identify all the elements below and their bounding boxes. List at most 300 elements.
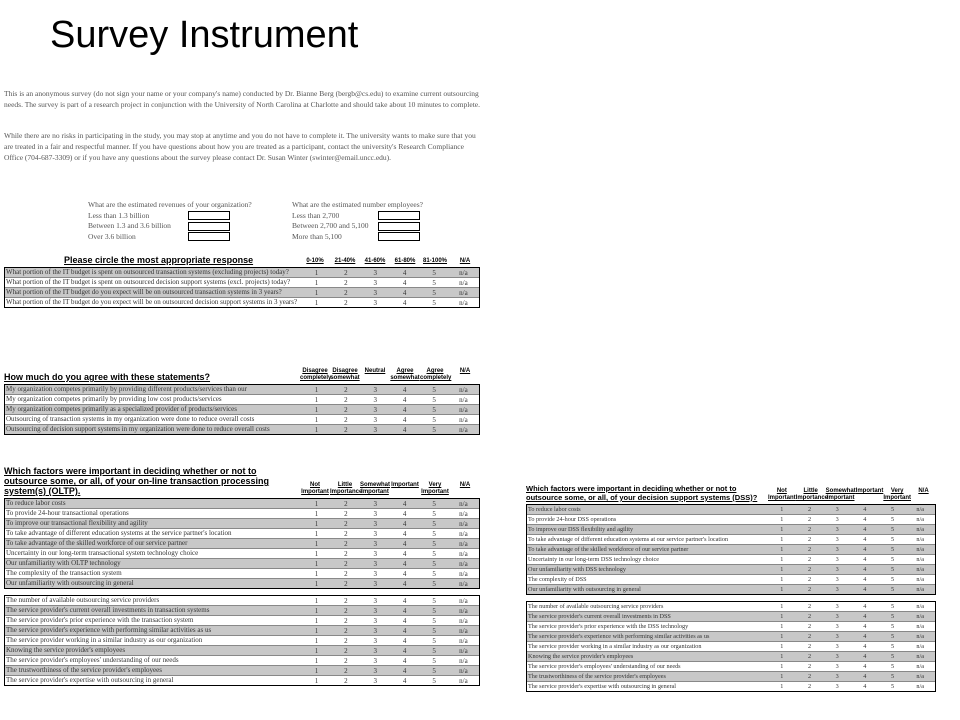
rating-option[interactable]: 1 <box>780 673 784 680</box>
rating-option[interactable]: n/a <box>459 666 468 675</box>
rating-option[interactable]: 2 <box>344 666 348 675</box>
rating-option[interactable]: 5 <box>432 596 436 605</box>
rating-option[interactable]: 5 <box>432 268 436 277</box>
rating-option[interactable]: 5 <box>432 549 436 558</box>
rating-option[interactable]: n/a <box>459 415 468 424</box>
rating-option[interactable]: n/a <box>459 559 468 568</box>
question-text: To take advantage of different education systems at the service partner's location <box>6 529 232 537</box>
rating-option[interactable]: 2 <box>807 566 812 573</box>
rating-option[interactable]: 1 <box>314 626 319 635</box>
rating-option[interactable]: 3 <box>835 536 839 543</box>
rating-option[interactable]: 1 <box>780 623 784 630</box>
rating-option[interactable]: 3 <box>835 673 839 680</box>
rating-option[interactable]: n/a <box>459 549 468 558</box>
rating-option[interactable]: 1 <box>780 536 784 543</box>
rating-option[interactable]: n/a <box>459 509 468 518</box>
rating-option[interactable]: 4 <box>863 576 867 583</box>
rating-option[interactable]: 5 <box>890 586 895 593</box>
rating-option[interactable]: 1 <box>314 395 319 404</box>
rating-option[interactable]: 3 <box>835 586 839 593</box>
rating-option[interactable]: 4 <box>402 676 407 685</box>
rating-option[interactable]: 1 <box>314 519 319 528</box>
rating-option[interactable]: n/a <box>916 673 924 680</box>
question-text: Uncertainty in our long-term transactional system technology choice <box>6 549 199 557</box>
rating-option[interactable]: 4 <box>402 385 407 394</box>
rating-option[interactable]: 5 <box>432 676 436 685</box>
rating-option[interactable]: 4 <box>402 559 407 568</box>
rating-option[interactable]: 5 <box>432 626 436 635</box>
rating-option[interactable]: 4 <box>402 395 407 404</box>
question-text: What portion of the IT budget do you expect will be on outsourced transaction systems in 3 years? <box>6 288 282 296</box>
rating-option[interactable]: n/a <box>459 656 468 665</box>
rating-option[interactable]: 2 <box>807 603 812 610</box>
rating-option[interactable]: n/a <box>459 519 468 528</box>
rating-option[interactable]: 2 <box>344 385 348 394</box>
rating-option[interactable]: 5 <box>890 526 895 533</box>
rating-option[interactable]: 1 <box>780 566 784 573</box>
rating-option[interactable]: 2 <box>344 405 348 414</box>
table-row <box>527 584 935 594</box>
rating-option[interactable]: 3 <box>373 415 378 424</box>
rating-option[interactable]: 1 <box>780 556 784 563</box>
rating-option[interactable]: 5 <box>890 613 895 620</box>
rating-option[interactable]: 1 <box>780 603 784 610</box>
rating-option[interactable]: n/a <box>459 616 468 625</box>
rating-option[interactable]: n/a <box>459 425 468 434</box>
rating-option[interactable]: 3 <box>835 643 839 650</box>
rating-option[interactable]: 5 <box>432 385 436 394</box>
rating-option[interactable]: 1 <box>780 633 784 640</box>
rating-option[interactable]: 5 <box>890 653 895 660</box>
rating-option[interactable]: 5 <box>432 425 436 434</box>
rating-option[interactable]: 4 <box>402 569 407 578</box>
rating-option[interactable]: 5 <box>432 539 436 548</box>
revenue-checkbox[interactable] <box>188 211 230 220</box>
rating-option[interactable]: 1 <box>314 646 319 655</box>
rating-option[interactable]: n/a <box>916 623 924 630</box>
rating-option[interactable]: 2 <box>807 546 812 553</box>
rating-option[interactable]: n/a <box>916 506 924 513</box>
rating-options <box>768 516 934 523</box>
rating-option[interactable]: 1 <box>314 509 319 518</box>
rating-option[interactable]: 5 <box>432 606 436 615</box>
rating-option[interactable]: 3 <box>835 576 839 583</box>
rating-option[interactable]: 1 <box>314 666 319 675</box>
rating-option[interactable]: 4 <box>863 673 867 680</box>
rating-option[interactable]: n/a <box>459 405 468 414</box>
rating-option[interactable]: 4 <box>863 516 867 523</box>
rating-option[interactable]: 4 <box>402 298 407 307</box>
column-header: Not Important <box>768 488 796 501</box>
rating-option[interactable]: 3 <box>373 509 378 518</box>
rating-option[interactable]: n/a <box>459 636 468 645</box>
rating-option[interactable]: n/a <box>916 663 924 670</box>
rating-option[interactable]: n/a <box>916 586 924 593</box>
rating-option[interactable]: 5 <box>432 616 436 625</box>
rating-option[interactable]: 2 <box>344 579 348 588</box>
rating-option[interactable]: n/a <box>459 395 468 404</box>
revenue-option[interactable] <box>88 221 252 232</box>
rating-option[interactable]: 2 <box>807 623 812 630</box>
rating-option[interactable]: n/a <box>459 298 468 307</box>
rating-option[interactable]: 3 <box>373 278 378 287</box>
rating-option[interactable]: 4 <box>402 656 407 665</box>
rating-option[interactable]: n/a <box>916 613 924 620</box>
rating-option[interactable]: 3 <box>373 656 378 665</box>
rating-option[interactable]: 4 <box>402 288 407 297</box>
rating-option[interactable]: 4 <box>402 529 407 538</box>
rating-option[interactable]: 1 <box>780 546 784 553</box>
question-text: The service provider's current overall investments in DSS <box>528 613 671 620</box>
rating-option[interactable]: 4 <box>402 539 407 548</box>
rating-option[interactable]: 3 <box>835 663 839 670</box>
rating-option[interactable]: 5 <box>432 636 436 645</box>
rating-option[interactable]: 4 <box>863 643 867 650</box>
rating-option[interactable]: 3 <box>373 385 378 394</box>
rating-option[interactable]: 4 <box>863 633 867 640</box>
rating-option[interactable]: 1 <box>314 268 319 277</box>
rating-option[interactable]: 3 <box>373 579 378 588</box>
rating-option[interactable]: 4 <box>863 506 867 513</box>
rating-option[interactable]: 5 <box>890 516 895 523</box>
rating-option[interactable]: 5 <box>890 556 895 563</box>
rating-option[interactable]: 3 <box>835 556 839 563</box>
rating-option[interactable]: n/a <box>916 536 924 543</box>
rating-option[interactable]: 5 <box>432 656 436 665</box>
rating-option[interactable]: n/a <box>459 596 468 605</box>
rating-option[interactable]: 1 <box>314 569 319 578</box>
rating-option[interactable]: 3 <box>373 529 378 538</box>
rating-option[interactable]: 3 <box>835 623 839 630</box>
rating-option[interactable]: n/a <box>459 569 468 578</box>
employees-option[interactable] <box>292 232 423 243</box>
rating-option[interactable]: 2 <box>344 529 348 538</box>
rating-option[interactable]: 2 <box>807 683 812 690</box>
rating-option[interactable]: 5 <box>890 683 895 690</box>
rating-option[interactable]: n/a <box>916 633 924 640</box>
rating-option[interactable]: 4 <box>863 623 867 630</box>
rating-option[interactable]: 1 <box>780 526 784 533</box>
rating-option[interactable]: 2 <box>807 586 812 593</box>
rating-option[interactable]: 1 <box>780 506 784 513</box>
rating-option[interactable]: 5 <box>890 673 895 680</box>
rating-option[interactable]: 2 <box>807 576 812 583</box>
rating-option[interactable]: 3 <box>373 636 378 645</box>
rating-option[interactable]: n/a <box>459 626 468 635</box>
rating-option[interactable]: n/a <box>916 516 924 523</box>
rating-option[interactable]: 3 <box>835 506 839 513</box>
rating-option[interactable]: 1 <box>314 676 319 685</box>
rating-option[interactable]: 1 <box>780 576 784 583</box>
rating-option[interactable]: 4 <box>863 663 867 670</box>
rating-option[interactable]: 1 <box>314 559 319 568</box>
rating-option[interactable]: 2 <box>344 559 348 568</box>
rating-option[interactable]: 5 <box>890 546 895 553</box>
rating-option[interactable]: 5 <box>432 499 436 508</box>
rating-option[interactable]: 3 <box>835 603 839 610</box>
rating-option[interactable]: 4 <box>402 278 407 287</box>
rating-option[interactable]: 3 <box>373 559 378 568</box>
rating-option[interactable]: 5 <box>890 506 895 513</box>
rating-option[interactable]: 2 <box>807 536 812 543</box>
rating-option[interactable]: 2 <box>344 626 348 635</box>
rating-option[interactable]: 4 <box>863 683 867 690</box>
rating-option[interactable]: 3 <box>373 425 378 434</box>
employees-checkbox[interactable] <box>378 222 420 231</box>
rating-option[interactable]: 3 <box>835 516 839 523</box>
rating-option[interactable]: 5 <box>432 519 436 528</box>
rating-option[interactable]: 2 <box>344 425 348 434</box>
rating-option[interactable]: 3 <box>835 546 839 553</box>
rating-option[interactable]: 3 <box>835 633 839 640</box>
rating-option[interactable]: 4 <box>402 666 407 675</box>
rating-option[interactable]: 4 <box>402 596 407 605</box>
rating-option[interactable]: 2 <box>807 643 812 650</box>
rating-option[interactable]: 1 <box>314 298 319 307</box>
rating-option[interactable]: 2 <box>344 616 348 625</box>
rating-option[interactable]: 3 <box>835 653 839 660</box>
rating-option[interactable]: 5 <box>890 663 895 670</box>
rating-option[interactable]: 3 <box>373 519 378 528</box>
rating-option[interactable]: 1 <box>314 425 319 434</box>
rating-option[interactable]: 1 <box>780 683 784 690</box>
rating-option[interactable]: 4 <box>402 646 407 655</box>
rating-option[interactable]: 5 <box>432 666 436 675</box>
table-row <box>5 558 479 568</box>
rating-option[interactable]: n/a <box>459 288 468 297</box>
rating-option[interactable]: 3 <box>835 566 839 573</box>
rating-option[interactable]: 1 <box>314 539 319 548</box>
rating-option[interactable]: 1 <box>780 613 784 620</box>
rating-option[interactable]: 2 <box>344 298 348 307</box>
rating-option[interactable]: 3 <box>373 569 378 578</box>
rating-options <box>302 617 478 625</box>
rating-option[interactable]: 2 <box>344 596 348 605</box>
rating-option[interactable]: 3 <box>373 395 378 404</box>
rating-options <box>302 657 478 665</box>
rating-option[interactable]: n/a <box>459 529 468 538</box>
rating-option[interactable]: n/a <box>459 268 468 277</box>
employees-checkbox[interactable] <box>378 232 420 241</box>
rating-option[interactable]: 1 <box>314 549 319 558</box>
rating-option[interactable]: 2 <box>807 633 812 640</box>
rating-option[interactable]: 4 <box>863 653 867 660</box>
rating-option[interactable]: 4 <box>402 626 407 635</box>
rating-option[interactable]: 2 <box>344 539 348 548</box>
rating-option[interactable]: 1 <box>314 415 319 424</box>
rating-option[interactable]: 2 <box>344 636 348 645</box>
rating-option[interactable]: 4 <box>863 586 867 593</box>
revenue-option[interactable] <box>88 211 252 222</box>
rating-option[interactable]: n/a <box>916 546 924 553</box>
rating-option[interactable]: 5 <box>890 633 895 640</box>
rating-option[interactable]: n/a <box>916 643 924 650</box>
rating-option[interactable]: 3 <box>373 288 378 297</box>
rating-option[interactable]: 1 <box>314 579 319 588</box>
rating-option[interactable]: 4 <box>402 268 407 277</box>
rating-option[interactable]: 1 <box>314 636 319 645</box>
rating-option[interactable]: 2 <box>344 268 348 277</box>
rating-option[interactable]: 2 <box>807 663 812 670</box>
rating-option[interactable]: 5 <box>432 288 436 297</box>
rating-option[interactable]: 3 <box>373 666 378 675</box>
rating-option[interactable]: 3 <box>373 596 378 605</box>
revenue-checkbox[interactable] <box>188 222 230 231</box>
rating-option[interactable]: 4 <box>402 415 407 424</box>
rating-option[interactable]: 3 <box>373 676 378 685</box>
employees-option[interactable] <box>292 211 423 222</box>
rating-option[interactable]: n/a <box>459 278 468 287</box>
rating-option[interactable]: 5 <box>432 529 436 538</box>
employees-option[interactable] <box>292 221 423 232</box>
rating-option[interactable]: n/a <box>459 499 468 508</box>
rating-option[interactable]: 5 <box>890 623 895 630</box>
rating-option[interactable]: 4 <box>863 556 867 563</box>
rating-option[interactable]: 2 <box>344 676 348 685</box>
rating-option[interactable]: 3 <box>835 613 839 620</box>
rating-option[interactable]: 5 <box>890 576 895 583</box>
rating-option[interactable]: 4 <box>402 499 407 508</box>
table-row <box>5 615 479 625</box>
rating-option[interactable]: 4 <box>402 606 407 615</box>
rating-option[interactable]: n/a <box>459 646 468 655</box>
rating-option[interactable]: 1 <box>780 643 784 650</box>
rating-option[interactable]: 4 <box>863 613 867 620</box>
rating-option[interactable]: 2 <box>344 509 348 518</box>
rating-option[interactable]: 4 <box>863 526 867 533</box>
rating-option[interactable]: 2 <box>344 656 348 665</box>
rating-option[interactable]: 4 <box>402 549 407 558</box>
rating-option[interactable]: n/a <box>916 526 924 533</box>
rating-option[interactable]: 3 <box>373 606 378 615</box>
rating-option[interactable]: n/a <box>916 576 924 583</box>
rating-option[interactable]: 2 <box>344 569 348 578</box>
question-text: The service provider's experience with performing similar activities as us <box>528 633 710 640</box>
rating-options <box>768 536 934 543</box>
rating-option[interactable]: 4 <box>402 519 407 528</box>
rating-option[interactable]: 5 <box>890 603 895 610</box>
question-text: Outsourcing of decision support systems in my organization were done to reduce overall costs <box>6 425 270 433</box>
rating-option[interactable]: n/a <box>459 539 468 548</box>
rating-option[interactable]: 3 <box>835 526 839 533</box>
rating-option[interactable]: 5 <box>432 415 436 424</box>
rating-option[interactable]: 3 <box>373 626 378 635</box>
rating-option[interactable]: n/a <box>916 683 924 690</box>
rating-option[interactable]: 5 <box>432 569 436 578</box>
rating-option[interactable]: 4 <box>402 616 407 625</box>
rating-option[interactable]: 5 <box>890 643 895 650</box>
rating-option[interactable]: 1 <box>314 385 319 394</box>
rating-option[interactable]: 4 <box>402 509 407 518</box>
rating-option[interactable]: 5 <box>890 536 895 543</box>
rating-option[interactable]: 2 <box>807 516 812 523</box>
rating-option[interactable]: 1 <box>314 288 319 297</box>
rating-option[interactable]: 1 <box>314 405 319 414</box>
rating-option[interactable]: 2 <box>807 506 812 513</box>
rating-option[interactable]: 1 <box>314 529 319 538</box>
rating-option[interactable]: 4 <box>863 566 867 573</box>
rating-option[interactable]: 2 <box>344 395 348 404</box>
rating-option[interactable]: 5 <box>432 579 436 588</box>
rating-option[interactable]: 5 <box>432 646 436 655</box>
question-text: The service provider's prior experience with the transaction system <box>6 616 194 624</box>
rating-option[interactable]: 3 <box>373 616 378 625</box>
rating-option[interactable]: 4 <box>863 536 867 543</box>
rating-option[interactable]: 1 <box>314 596 319 605</box>
rating-option[interactable]: 4 <box>402 405 407 414</box>
rating-option[interactable]: n/a <box>459 579 468 588</box>
rating-option[interactable]: 2 <box>344 646 348 655</box>
rating-option[interactable]: n/a <box>916 566 924 573</box>
rating-option[interactable]: 2 <box>344 519 348 528</box>
rating-option[interactable]: 2 <box>344 606 348 615</box>
rating-option[interactable]: 1 <box>314 499 319 508</box>
rating-option[interactable]: 1 <box>314 656 319 665</box>
rating-option[interactable]: 1 <box>314 616 319 625</box>
rating-option[interactable]: 1 <box>780 653 784 660</box>
rating-option[interactable]: 2 <box>807 526 812 533</box>
rating-option[interactable]: 4 <box>863 603 867 610</box>
rating-option[interactable]: 5 <box>432 278 436 287</box>
employees-checkbox[interactable] <box>378 211 420 220</box>
rating-option[interactable]: 2 <box>807 556 812 563</box>
rating-columns <box>768 488 936 502</box>
revenue-option[interactable] <box>88 232 252 243</box>
rating-option[interactable]: 3 <box>373 405 378 414</box>
rating-option[interactable]: 3 <box>373 298 378 307</box>
rating-option[interactable]: 3 <box>373 646 378 655</box>
rating-option[interactable]: 4 <box>402 636 407 645</box>
rating-option[interactable]: 5 <box>432 395 436 404</box>
rating-option[interactable]: 4 <box>402 579 407 588</box>
rating-option[interactable]: 3 <box>373 499 378 508</box>
rating-option[interactable]: 3 <box>373 268 378 277</box>
rating-option[interactable]: n/a <box>459 606 468 615</box>
agreement-section <box>4 368 480 435</box>
rating-option[interactable]: n/a <box>916 603 924 610</box>
rating-option[interactable]: 2 <box>344 549 348 558</box>
rating-option[interactable]: 1 <box>780 586 784 593</box>
rating-option[interactable]: 4 <box>402 425 407 434</box>
rating-option[interactable]: 5 <box>432 509 436 518</box>
column-header: N/A <box>918 488 929 494</box>
rating-option[interactable]: 2 <box>344 415 348 424</box>
rating-option[interactable]: 2 <box>807 613 812 620</box>
rating-option[interactable]: 3 <box>373 549 378 558</box>
rating-option[interactable]: 1 <box>780 516 784 523</box>
rating-option[interactable]: 1 <box>314 606 319 615</box>
rating-option[interactable]: 1 <box>314 278 319 287</box>
rating-option[interactable]: 2 <box>344 499 348 508</box>
rating-option[interactable]: 1 <box>780 663 784 670</box>
rating-option[interactable]: 5 <box>432 405 436 414</box>
rating-option[interactable]: 2 <box>807 653 812 660</box>
rating-option[interactable]: 2 <box>807 673 812 680</box>
rating-option[interactable]: n/a <box>916 653 924 660</box>
rating-option[interactable]: 5 <box>890 566 895 573</box>
rating-option[interactable]: 2 <box>344 278 348 287</box>
rating-option[interactable]: 4 <box>863 546 867 553</box>
rating-option[interactable]: 2 <box>344 288 348 297</box>
revenue-checkbox[interactable] <box>188 232 230 241</box>
rating-option[interactable]: 3 <box>373 539 378 548</box>
rating-option[interactable]: n/a <box>459 676 468 685</box>
rating-option[interactable]: 5 <box>432 298 436 307</box>
rating-option[interactable]: 3 <box>835 683 839 690</box>
rating-option[interactable]: n/a <box>916 556 924 563</box>
rating-option[interactable]: n/a <box>459 385 468 394</box>
rating-option[interactable]: 5 <box>432 559 436 568</box>
